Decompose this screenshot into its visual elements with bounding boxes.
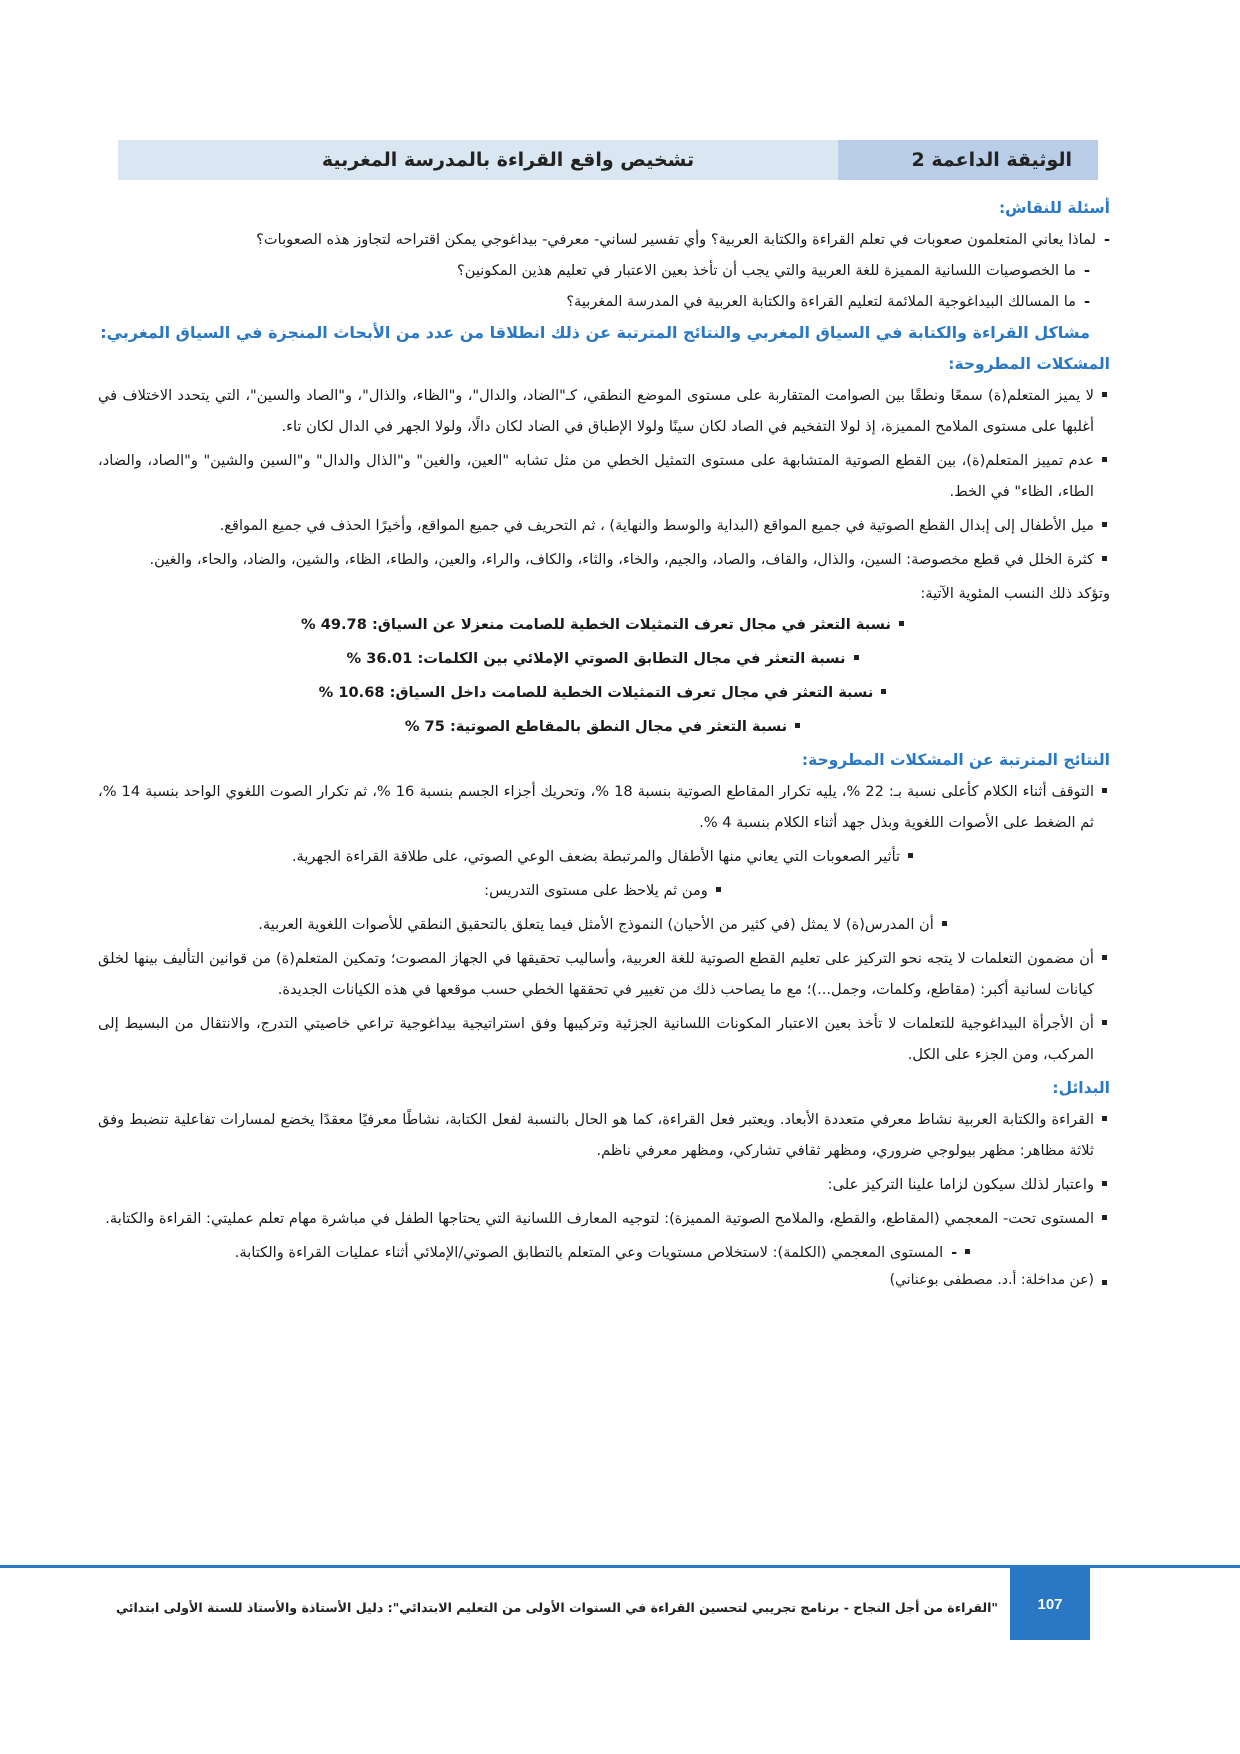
list-item-text: واعتبار لذلك سيكون لزاما علينا التركيز على:: [827, 1176, 1094, 1193]
stat-text: نسبة التعثر في مجال التطابق الصوتي الإملائي بين الكلمات: 36.01 %: [346, 650, 846, 667]
page-number: 107: [1010, 1568, 1090, 1640]
question-text: ما المسالك البيداغوجية الملائمة لتعليم القراءة والكتابة العربية في المدرسة المغربية؟: [566, 293, 1076, 310]
question-text: لماذا يعاني المتعلمون صعوبات في تعلم القراءة والكتابة العربية؟ وأي تفسير لساني- معرفي- بيداغوجي يمكن اقتراحه لتجاوز هذه الصعوبات؟: [256, 231, 1096, 248]
list-item-text: عدم تمييز المتعلم(ة)، بين القطع الصوتية المتشابهة على مستوى التمثيل الخطي من مثل تشابه "العين، والغين" و"الذال والدال" و"السين والشين" و"الصاد، والضاد، الطاء، الظاء" في الخط.: [98, 452, 1094, 500]
alternatives-heading: البدائل:: [1052, 1079, 1110, 1097]
bullet-square-icon: [900, 841, 916, 872]
source-attribution: (عن مداخلة: أ.د. مصطفى بوعناني): [889, 1272, 1094, 1288]
list-item-text: التوقف أثناء الكلام كأعلى نسبة بـ: 22 %، يليه تكرار المقاطع الصوتية بنسبة 18 %، وتحريك أجزاء الجسم بنسبة 16 %، ثم تكرار الصوت اللغوي الواحد بنسبة 14 %، ثم الضغط على الأصوات اللغوية وبذل جهد أثناء الكلام بنسبة 4 %.: [98, 783, 1094, 831]
list-item: [98, 445, 1110, 507]
list-item-text: القراءة والكتابة العربية نشاط معرفي متعددة الأبعاد. ويعتبر فعل القراءة، كما هو الحال بالنسبة لفعل الكتابة، نشاطًا معرفيًا معقدًا يخضع لمسارات تفاعلية تنضبط وفق ثلاثة مظاهر: مظهر بيولوجي ضروري، ومظهر ثقافي تشاركي، ومظهر معرفي ناظم.: [98, 1111, 1094, 1159]
stat-item: [98, 609, 1110, 640]
problems-list: [98, 380, 1110, 575]
dash-marker: -: [951, 1244, 958, 1261]
bullet-square-icon: [846, 643, 862, 674]
list-item: [98, 510, 1110, 541]
document-label: الوثيقة الداعمة 2: [838, 140, 1098, 180]
list-item-text: كثرة الخلل في قطع مخصوصة: السين، والذال، والقاف، والصاد، والجيم، والخاء، والثاء، والكاف، والراء، والعين، والطاء، الظاء، والشين، والضاد، والحاء، والغين.: [149, 551, 1094, 568]
results-heading: النتائج المترتبة عن المشكلات المطروحة:: [801, 751, 1110, 769]
stat-item: [98, 643, 1110, 674]
bullet-square-icon: [1094, 445, 1110, 476]
bullet-square-icon: [1094, 776, 1110, 807]
list-item-text: ومن ثم يلاحظ على مستوى التدريس:: [484, 882, 708, 899]
discussion-heading: أسئلة للنقاش:: [998, 199, 1110, 217]
bullet-square-icon: [1094, 1203, 1110, 1234]
list-item-text: أن الأجرأة البيداغوجية للتعلمات لا تأخذ بعين الاعتبار المكونات اللسانية الجزئية وتركيبها وفق استراتيجية بيداغوجية تراعي خاصيتي التدرج، والانتقال من البسيط إلى المركب، ومن الجزء على الكل.: [98, 1015, 1094, 1063]
list-item: [98, 1008, 1110, 1070]
lexical-level-item: [98, 1237, 1110, 1268]
document-title: تشخيص واقع القراءة بالمدرسة المغربية: [118, 140, 838, 180]
dash-marker: -: [1083, 293, 1090, 310]
list-item: [98, 544, 1110, 575]
bullet-square-icon: [1094, 1104, 1110, 1135]
lexical-level-text: المستوى المعجمي (الكلمة): لاستخلاص مستويات وعي المتعلم بالتطابق الصوتي/الإملائي أثناء عمليات القراءة والكتابة.: [234, 1244, 944, 1261]
question-text: ما الخصوصيات اللسانية المميزة للغة العربية والتي يجب أن تأخذ بعين الاعتبار في تعليم هذين المكونين؟: [456, 262, 1076, 279]
stats-list: [98, 609, 1110, 742]
bullet-square-icon: [708, 875, 724, 906]
list-item: [98, 943, 1110, 1005]
list-item-text: أن مضمون التعلمات لا يتجه نحو التركيز على تعليم القطع الصوتية للغة العربية، وأساليب تحقيقها في الجهاز المصوت؛ وتمكين المتعلم(ة) من قوانين التأليف بينها لخلق كيانات لسانية أكبر: (مقاطع، وكلمات، وجمل...)؛ مع ما يصاحب ذلك من تغيير في تحققها الخطي حسب موقعها في هذه الكيانات الجديدة.: [98, 950, 1094, 998]
source-line: [98, 1268, 1110, 1299]
alternatives-list: [98, 1104, 1110, 1234]
stats-intro: وتؤكد ذلك النسب المئوية الآتية:: [920, 585, 1110, 602]
list-item-text: لا يميز المتعلم(ة) سمعًا ونطقًا بين الصوامت المتقاربة على مستوى الموضع النطقي، كـ"الضاد، والدال"، و"الظاء، والذال"، و"الصاد والسين"، التي يتحدد الاختلاف في أغلبها على مستوى الملامح المميزة، إذ لولا التفخيم في الصاد لكان سينًا ولولا الإطباق في الضاد لكان دالًا، ولولا الجهر في الدال لكان تاء.: [98, 387, 1094, 435]
list-item: [98, 1104, 1110, 1166]
bullet-square-icon: [787, 711, 803, 742]
stat-text: نسبة التعثر في مجال تعرف التمثيلات الخطية للصامت داخل السياق: 10.68 %: [318, 684, 874, 701]
stat-text: نسبة التعثر في مجال تعرف التمثيلات الخطية للصامت منعزلا عن السياق: 49.78 %: [301, 616, 891, 633]
bullet-square-icon: [1094, 544, 1110, 575]
list-item-text: تأثير الصعوبات التي يعاني منها الأطفال والمرتبطة بضعف الوعي الصوتي، على طلاقة القراءة الجهرية.: [291, 848, 901, 865]
stat-item: [98, 711, 1110, 742]
list-item: [98, 1169, 1110, 1200]
list-item-text: المستوى تحت- المعجمي (المقاطع، والقطع، والملامح الصوتية المميزة): لتوجيه المعارف اللسانية التي يحتاجها الطفل في مباشرة مهام تعلم عمليتي: القراءة والكتابة.: [105, 1210, 1094, 1227]
list-item-text: ميل الأطفال إلى إبدال القطع الصوتية في جميع المواقع (البداية والوسط والنهاية) ، ثم التحريف في جميع المواقع، وأخيرًا الحذف في جميع المواقع.: [219, 517, 1094, 534]
bullet-square-icon: [1094, 1169, 1110, 1200]
dash-marker: -: [1083, 262, 1090, 279]
problems-heading: المشكلات المطروحة:: [948, 355, 1110, 373]
bullet-square-icon: [1094, 1268, 1110, 1299]
stat-text: نسبة التعثر في مجال النطق بالمقاطع الصوتية: 75 %: [404, 718, 788, 735]
list-item-text: أن المدرس(ة) لا يمثل (في كثير من الأحيان) النموذج الأمثل فيما يتعلق بالتحقيق النطقي للأصوات اللغوية العربية.: [258, 916, 934, 933]
list-item: [98, 776, 1110, 838]
bullet-square-icon: [1094, 380, 1110, 411]
question-2: [98, 255, 1110, 286]
bullet-square-icon: [1094, 1008, 1110, 1039]
results-list-center: [98, 841, 1110, 940]
results-list-top: [98, 776, 1110, 838]
title-bar: [118, 140, 1098, 180]
list-item: [98, 380, 1110, 442]
list-item: [98, 875, 1110, 906]
stat-item: [98, 677, 1110, 708]
main-heading: مشاكل القراءة والكتابة في السياق المغربي والنتائج المترتبة عن ذلك انطلاقا من عدد من الأبحاث المنجزة في السياق المغربي:: [100, 323, 1090, 342]
question-1: [98, 224, 1110, 255]
list-item: [98, 909, 1110, 940]
bullet-square-icon: [934, 909, 950, 940]
bullet-square-icon: [1094, 510, 1110, 541]
question-3: [98, 286, 1110, 317]
bullet-square-icon: [957, 1237, 973, 1268]
list-item: [98, 841, 1110, 872]
dash-marker: -: [1103, 231, 1110, 248]
list-item: [98, 1203, 1110, 1234]
bullet-square-icon: [873, 677, 889, 708]
bullet-square-icon: [891, 609, 907, 640]
footer-title: "القراءة من أجل النجاح - برنامج تجريبي لتحسين القراءة في السنوات الأولى من التعليم الابتدائي": دليل الأستاذة والأستاذ للسنة الأولى ابتدائي: [116, 1600, 998, 1615]
bullet-square-icon: [1094, 943, 1110, 974]
content-body: [98, 193, 1110, 1299]
results-list-bottom: [98, 943, 1110, 1070]
